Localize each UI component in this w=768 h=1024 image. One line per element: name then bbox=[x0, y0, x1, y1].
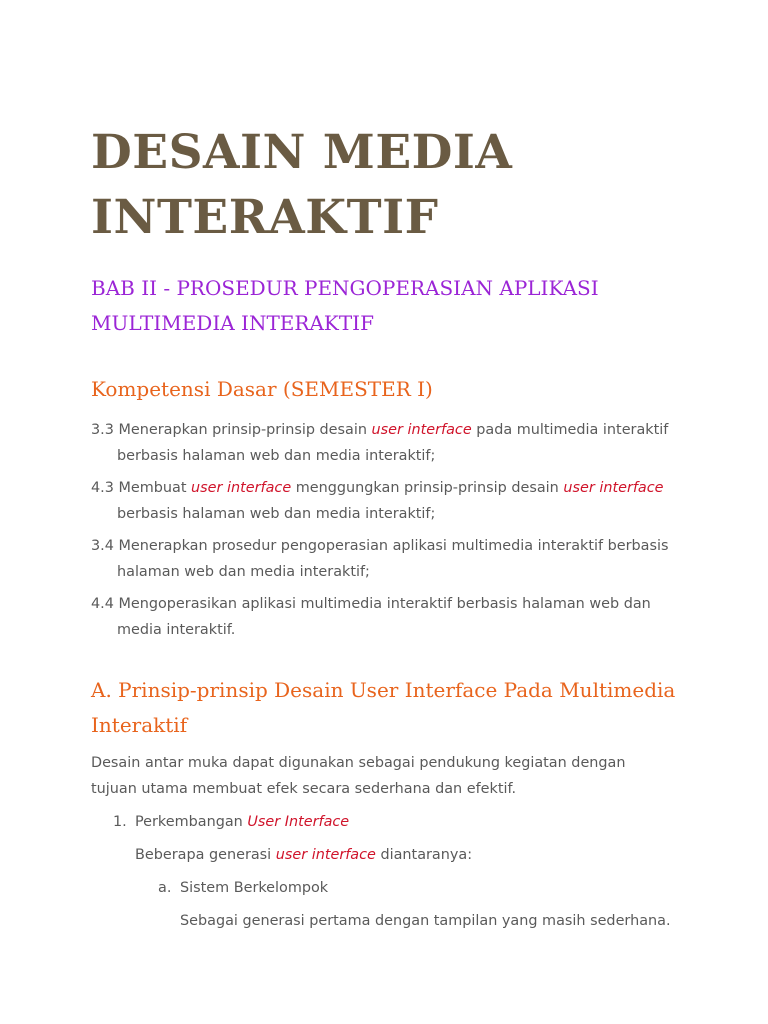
list-item-text: Sistem Berkelompok bbox=[180, 880, 329, 896]
emphasis-text: User Interface bbox=[247, 814, 350, 830]
intro-paragraph: Desain antar muka dapat digunakan sebagai pendukung kegiatan dengan tujuan utama membuat efek secara sederhana dan efektif. bbox=[91, 755, 626, 797]
numbered-list-item bbox=[113, 809, 349, 835]
description-text: Beberapa generasi bbox=[135, 847, 276, 863]
competency-text: pada multimedia interaktif berbasis halaman web dan media interaktif; bbox=[117, 422, 669, 464]
chapter-title: BAB II - PROSEDUR PENGOPERASIAN APLIKASI MULTIMEDIA INTERAKTIF bbox=[91, 276, 599, 335]
emphasis-text: user interface bbox=[563, 480, 664, 496]
list-number: 1. bbox=[113, 814, 127, 830]
list-item-text: Perkembangan bbox=[135, 814, 248, 830]
list-letter: a. bbox=[158, 880, 172, 896]
emphasis-text: user interface bbox=[191, 480, 292, 496]
competency-item bbox=[91, 533, 671, 585]
competency-item bbox=[91, 591, 671, 643]
list-item-description bbox=[135, 842, 472, 868]
competency-heading: Kompetensi Dasar (SEMESTER I) bbox=[91, 377, 433, 401]
competency-text: 4.4 Mengoperasikan aplikasi multimedia interaktif berbasis halaman web dan media interaktif. bbox=[91, 596, 651, 638]
competency-text: 3.3 Menerapkan prinsip-prinsip desain bbox=[91, 422, 372, 438]
competency-text: 4.3 Membuat bbox=[91, 480, 192, 496]
page-title: DESAIN MEDIA INTERAKTIF bbox=[91, 125, 513, 245]
description-text: diantaranya: bbox=[375, 847, 473, 863]
competency-item bbox=[91, 417, 671, 469]
competency-list bbox=[91, 417, 671, 649]
competency-text: 3.4 Menerapkan prosedur pengoperasian aplikasi multimedia interaktif berbasis halaman web dan media interaktif; bbox=[91, 538, 669, 580]
lettered-list-item bbox=[158, 875, 328, 901]
competency-text: berbasis halaman web dan media interaktif; bbox=[117, 506, 436, 522]
competency-text: menggungkan prinsip-prinsip desain bbox=[291, 480, 564, 496]
competency-item bbox=[91, 475, 671, 527]
list-item-description: Sebagai generasi pertama dengan tampilan yang masih sederhana. bbox=[180, 913, 671, 929]
emphasis-text: user interface bbox=[371, 422, 472, 438]
section-a-heading: A. Prinsip-prinsip Desain User Interface Pada Multimedia Interaktif bbox=[91, 678, 676, 737]
emphasis-text: user interface bbox=[275, 847, 376, 863]
